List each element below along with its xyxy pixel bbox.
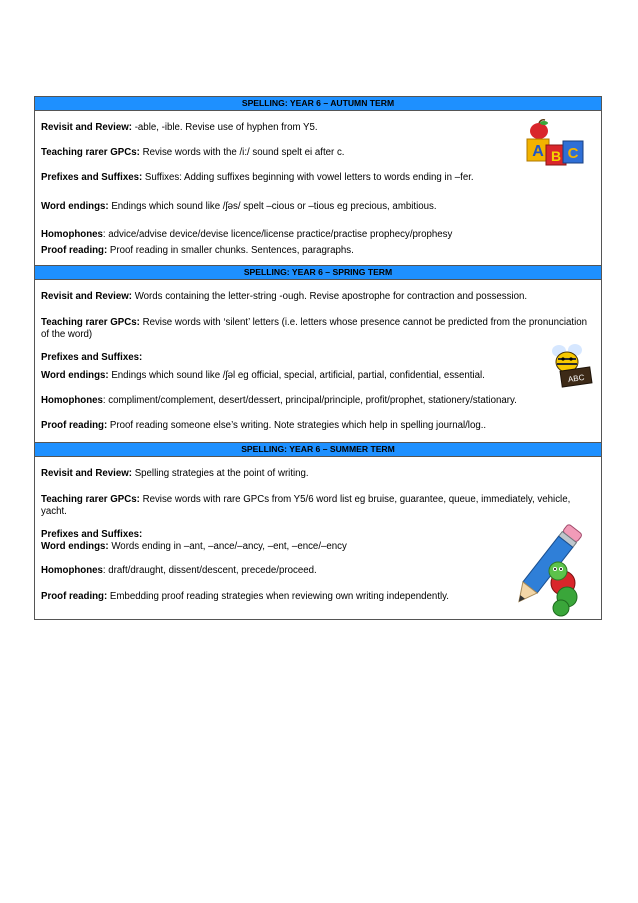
autumn-gpcs-row bbox=[41, 147, 561, 159]
autumn-revisit-row bbox=[41, 122, 561, 134]
row-label: Teaching rarer GPCs: bbox=[41, 147, 140, 158]
row-text: Embedding proof reading strategies when reviewing own writing independently. bbox=[107, 591, 449, 602]
row-text: -able, -ible. Revise use of hyphen from Y5. bbox=[132, 122, 318, 133]
row-label: Homophones bbox=[41, 395, 103, 406]
summer-homophones-row bbox=[41, 565, 561, 577]
row-label: Proof reading: bbox=[41, 591, 108, 602]
summer-revisit-row bbox=[41, 468, 561, 480]
block-c-label: C bbox=[567, 145, 579, 162]
row-label: Prefixes and Suffixes: bbox=[41, 529, 143, 540]
row-label: Revisit and Review: bbox=[41, 122, 132, 133]
row-text: Revise words with rare GPCs from Y5/6 word list eg bruise, guarantee, queue, immediately, vehicle, yacht. bbox=[41, 494, 571, 517]
row-text: Revise words with the /i:/ sound spelt ei after c. bbox=[139, 147, 345, 158]
row-text: Suffixes: Adding suffixes beginning with vowel letters to words ending in –fer. bbox=[142, 172, 474, 183]
row-text: : compliment/complement, desert/dessert, principal/principle, profit/prophet, stationery/stationary. bbox=[102, 395, 517, 406]
row-text: Endings which sound like /ʃəl eg official, special, artificial, partial, confidential, essential. bbox=[108, 370, 485, 381]
summer-gpcs-row bbox=[41, 494, 589, 518]
row-label: Prefixes and Suffixes: bbox=[41, 172, 143, 183]
autumn-section bbox=[35, 111, 601, 265]
row-text: Revise words with ‘silent’ letters (i.e. letters whose presence cannot be predicted from the pronunciation of the word) bbox=[41, 317, 587, 340]
block-b-label: B bbox=[550, 148, 562, 164]
bee-sign-label: ABC bbox=[567, 372, 585, 385]
row-text: Endings which sound like /ʃəs/ spelt –cious or –tious eg precious, ambitious. bbox=[108, 201, 437, 212]
summer-section bbox=[35, 457, 601, 619]
spring-word-endings-row bbox=[41, 370, 561, 382]
row-text: : draft/draught, dissent/descent, precede/proceed. bbox=[102, 565, 317, 576]
row-text: : advice/advise device/devise licence/license practice/practise prophecy/prophesy bbox=[102, 229, 453, 240]
pencil-caterpillar-icon bbox=[505, 517, 587, 617]
row-label: Word endings: bbox=[41, 370, 109, 381]
autumn-prefixes-row bbox=[41, 172, 561, 184]
spring-section bbox=[35, 280, 601, 442]
row-text: Words containing the letter-string -ough. Revise apostrophe for contraction and possession. bbox=[132, 291, 528, 302]
spring-heading: SPELLING: YEAR 6 – SPRING TERM bbox=[35, 265, 601, 280]
row-label: Word endings: bbox=[41, 201, 109, 212]
autumn-proof-row bbox=[41, 245, 561, 257]
summer-proof-row bbox=[41, 591, 561, 603]
row-label: Teaching rarer GPCs: bbox=[41, 317, 140, 328]
autumn-heading: SPELLING: YEAR 6 – AUTUMN TERM bbox=[35, 97, 601, 111]
block-a-label: A bbox=[532, 143, 544, 160]
spring-prefixes-row bbox=[41, 352, 561, 364]
row-label: Proof reading: bbox=[41, 420, 108, 431]
row-text: Words ending in –ant, –ance/–ancy, –ent, –ence/–ency bbox=[108, 541, 347, 552]
row-text: Proof reading someone else’s writing. Note strategies which help in spelling journal/log.. bbox=[107, 420, 487, 431]
row-label: Prefixes and Suffixes: bbox=[41, 352, 143, 363]
row-label: Teaching rarer GPCs: bbox=[41, 494, 140, 505]
row-label: Revisit and Review: bbox=[41, 291, 132, 302]
row-label: Proof reading: bbox=[41, 245, 108, 256]
spring-proof-row bbox=[41, 420, 561, 432]
summer-heading: SPELLING: YEAR 6 – SUMMER TERM bbox=[35, 442, 601, 457]
row-text: Spelling strategies at the point of writing. bbox=[132, 468, 309, 479]
spelling-table bbox=[34, 96, 602, 620]
row-label: Word endings: bbox=[41, 541, 109, 552]
row-label: Homophones bbox=[41, 565, 103, 576]
autumn-homophones-row bbox=[41, 229, 561, 241]
abc-blocks-apple-icon bbox=[524, 119, 586, 171]
spring-gpcs-row bbox=[41, 317, 589, 341]
bee-abc-icon bbox=[545, 342, 595, 388]
summer-prefixes-row bbox=[41, 529, 561, 541]
row-label: Homophones bbox=[41, 229, 103, 240]
summer-word-endings-row bbox=[41, 541, 561, 553]
row-label: Revisit and Review: bbox=[41, 468, 132, 479]
spring-revisit-row bbox=[41, 291, 561, 303]
spring-homophones-row bbox=[41, 395, 561, 407]
autumn-word-endings-row bbox=[41, 201, 561, 213]
row-text: Proof reading in smaller chunks. Sentences, paragraphs. bbox=[107, 245, 354, 256]
